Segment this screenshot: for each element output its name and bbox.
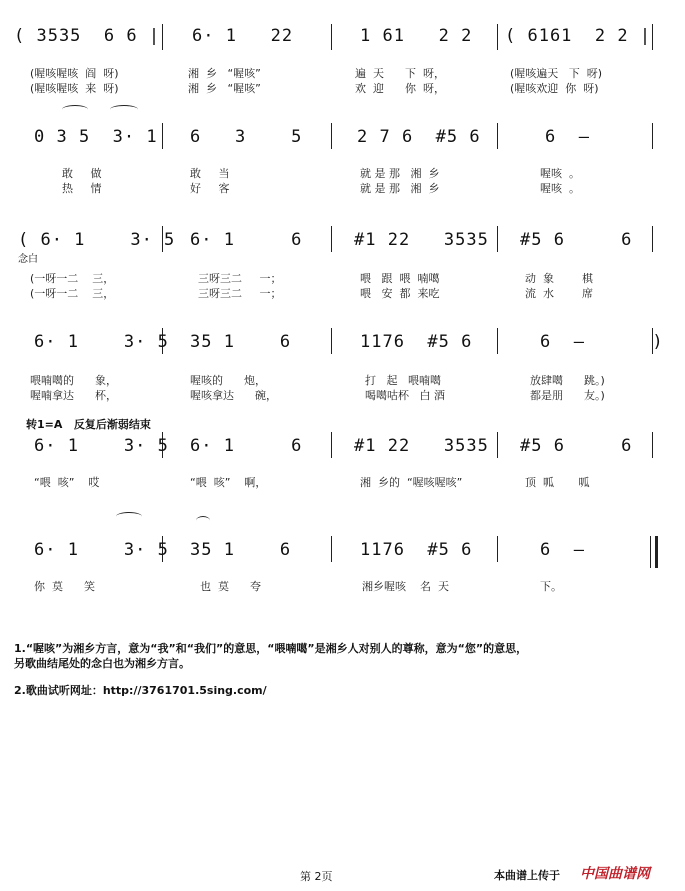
barline: [331, 24, 332, 50]
upload-credit: 本曲谱上传于: [494, 869, 560, 882]
notation: 35 1 6: [190, 332, 292, 352]
lyric: 就 是 那 湘 乡: [360, 167, 440, 180]
barline: [331, 432, 332, 458]
lyric: 流 水 席: [525, 287, 593, 300]
lyric: 下。: [540, 580, 562, 593]
lyric: 喂喃噶的 象，: [30, 374, 117, 387]
lyric: 敢 当: [190, 167, 230, 180]
barline: [497, 123, 498, 149]
barline: [497, 24, 498, 50]
lyric: “喂 咳” 哎: [34, 476, 100, 489]
slur: [62, 105, 88, 114]
notation: #5 6 6: [520, 436, 633, 456]
notation: 6· 1 3· 5: [34, 332, 169, 352]
notation: 6· 1 22: [192, 26, 294, 46]
logo-text: 中国曲谱网: [580, 866, 650, 882]
barline: [331, 226, 332, 252]
lyric: 你 莫 笑: [34, 580, 95, 593]
lyric: 动 象 棋: [525, 272, 593, 285]
barline: [162, 123, 163, 149]
notation: 6· 1 3· 5: [34, 436, 169, 456]
lyric: 就 是 那 湘 乡: [360, 182, 440, 195]
lyric: 遍 天 下 呀，: [355, 67, 445, 80]
lyric: (喔咳遍天 下 呀): [510, 67, 603, 80]
notation: 6· 1 3· 5: [34, 540, 169, 560]
final-barline: [655, 536, 658, 568]
notation: 35 1 6: [190, 540, 292, 560]
lyric: 湘乡喔咳 名 天: [362, 580, 449, 593]
barline: [497, 432, 498, 458]
lyric: 好 客: [190, 182, 230, 195]
lyric: 喔咳 。: [540, 167, 580, 180]
lyric: 也 莫 夸: [200, 580, 261, 593]
lyric: (喔咳欢迎 你 呀): [510, 82, 599, 95]
barline: [652, 123, 653, 149]
lyric: 欢 迎 你 呀，: [355, 82, 445, 95]
lyric: 喂 安 都 来吃: [360, 287, 440, 300]
lyric: “喂 咳” 啊，: [190, 476, 267, 489]
lyric: (喔咳喔咳 阎 呀): [30, 67, 119, 80]
notation: 0 3 5 3· 1: [34, 127, 158, 147]
barline: [331, 123, 332, 149]
barline: [497, 328, 498, 354]
notation: 1 61 2 2: [360, 26, 473, 46]
lyric: 敢 做: [62, 167, 102, 180]
lyric: 湘 乡 “喔咳”: [188, 67, 261, 80]
barline: [497, 536, 498, 562]
slur: [196, 516, 210, 525]
lyric: 湘 乡 “喔咳”: [188, 82, 261, 95]
notation: 6 –: [540, 540, 585, 560]
notation: 1176 #5 6: [360, 540, 473, 560]
page-number: 第 2页: [300, 870, 333, 883]
lyric: 喔咳拿达 碗，: [190, 389, 277, 402]
slur: [110, 105, 138, 114]
lyric: (一呀一二 三，: [30, 272, 115, 285]
lyric: 喔咳 。: [540, 182, 580, 195]
notation: #5 6 6: [520, 230, 633, 250]
notation: #1 22 3535: [354, 436, 489, 456]
lyric: 放肆噶 跳。): [530, 374, 605, 387]
notation: 6 3 5: [190, 127, 303, 147]
lyric: 三呀三二 一；: [198, 272, 282, 285]
lyric: 顶 呱 呱: [525, 476, 590, 489]
barline: [650, 536, 651, 568]
slur: [116, 512, 142, 521]
score-system-3: [0, 220, 685, 305]
notation: ( 6· 1 3· 5: [18, 230, 176, 250]
score-system-4: [0, 320, 685, 410]
lyric: 都是朋 友。): [530, 389, 605, 402]
notation: 2 7 6 #5 6: [357, 127, 481, 147]
notation: 6 –: [545, 127, 590, 147]
lyric: 喔咳的 炮，: [190, 374, 266, 387]
footnote-1-cont: 另歌曲结尾处的念白也为湘乡方言。: [14, 657, 190, 670]
barline: [497, 226, 498, 252]
lyric: 喂 跟 喂 喃噶: [360, 272, 440, 285]
footnote-2: 2.歌曲试听网址：http://3761701.5sing.com/: [14, 684, 267, 697]
site-logo[interactable]: [580, 863, 650, 883]
score-system-1: [0, 20, 685, 100]
barline: [331, 536, 332, 562]
lyric: (一呀一二 三，: [30, 287, 115, 300]
lyric: 三呀三二 一；: [198, 287, 282, 300]
lyric: 热 情: [62, 182, 102, 195]
notation: ( 3535 6 6 |: [14, 26, 161, 46]
lyric: 喝噶咕杯 白 酒: [365, 389, 445, 402]
speech-marker: 念白: [18, 254, 38, 265]
score-system-6: [0, 512, 685, 592]
barline: [652, 24, 653, 50]
footnote-1: 1.“喔咳”为湘乡方言，意为“我”和“我们”的意思，“喂喃噶”是湘乡人对别人的尊称，意为“您”的意思，: [14, 642, 528, 655]
barline: [162, 24, 163, 50]
score-system-5: [0, 428, 685, 498]
notation: 6 – ): [540, 332, 664, 352]
lyric: 湘 乡的 “喔咳喔咳”: [360, 476, 463, 489]
lyric: 喔喃拿达 杯，: [30, 389, 117, 402]
lyric: 打 起 喂喃噶: [365, 374, 441, 387]
notation: 6· 1 6: [190, 230, 303, 250]
score-system-2: [0, 105, 685, 195]
barline: [652, 226, 653, 252]
barline: [652, 432, 653, 458]
notation: ( 6161 2 2 |: [505, 26, 652, 46]
notation: #1 22 3535: [354, 230, 489, 250]
transition-heading: 转1=A 反复后渐弱结束: [26, 418, 151, 431]
lyric: (喔咳喔咳 来 呀): [30, 82, 119, 95]
notation: 6· 1 6: [190, 436, 303, 456]
barline: [331, 328, 332, 354]
notation: 1176 #5 6: [360, 332, 473, 352]
